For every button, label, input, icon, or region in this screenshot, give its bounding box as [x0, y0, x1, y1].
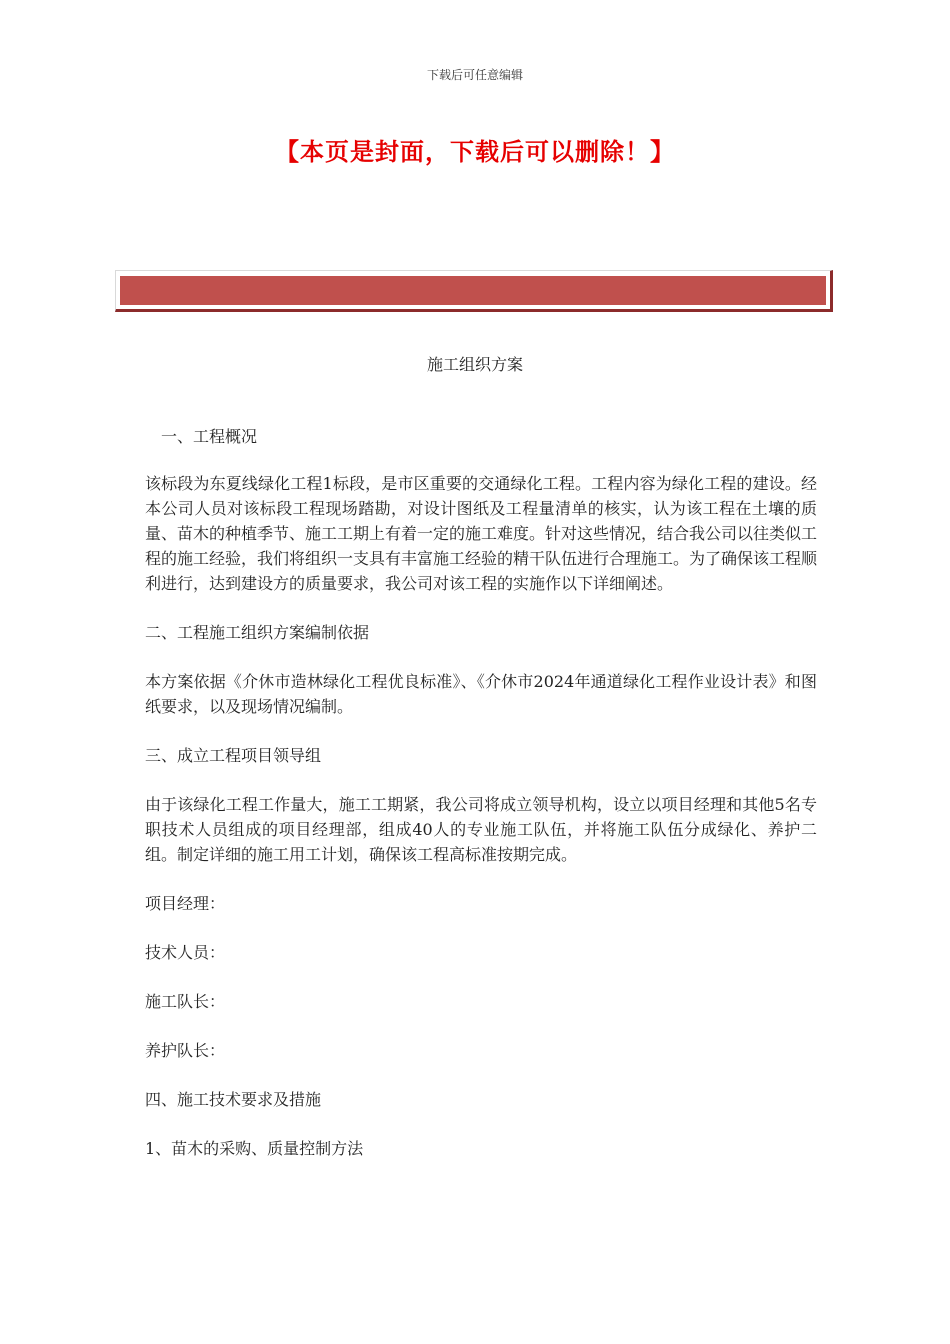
cover-notice: 【本页是封面，下载后可以删除！】 — [275, 137, 675, 166]
section-body-3: 由于该绿化工程工作量大，施工工期紧，我公司将成立领导机构，设立以项目经理和其他5名专职技术人员组成的项目经理部，组成40人的专业施工队伍，并将施工队伍分成绿化、养护二组。制定详细的施工用工计划，确保该工程高标准按期完成。 — [145, 795, 817, 864]
document-title: 施工组织方案 — [426, 355, 523, 374]
section-heading-3: 三、成立工程项目领导组 — [145, 746, 322, 765]
document-body — [145, 424, 817, 1185]
banner-fill — [120, 276, 826, 305]
subsection-heading-4-1: 1、苗木的采购、质量控制方法 — [145, 1139, 364, 1158]
section-heading-1: 一、工程概况 — [161, 427, 258, 446]
role-technical-staff: 技术人员： — [145, 943, 226, 962]
section-heading-4: 四、施工技术要求及措施 — [145, 1090, 322, 1109]
role-project-manager: 项目经理： — [145, 894, 226, 913]
section-heading-2: 二、工程施工组织方案编制依据 — [145, 623, 370, 642]
decorative-banner — [115, 270, 833, 312]
role-construction-captain: 施工队长： — [145, 992, 226, 1011]
header-note: 下载后可任意编辑 — [426, 68, 523, 82]
role-maintenance-captain: 养护队长： — [145, 1041, 226, 1060]
section-body-2: 本方案依据《介休市造林绿化工程优良标准》、《介休市2024年通道绿化工程作业设计表》和图纸要求，以及现场情况编制。 — [145, 672, 817, 716]
section-body-1: 该标段为东夏线绿化工程1标段，是市区重要的交通绿化工程。工程内容为绿化工程的建设。经本公司人员对该标段工程现场踏勘，对设计图纸及工程量清单的核实，认为该工程在土壤的质量、苗木的种植季节、施工工期上有着一定的施工难度。针对这些情况，结合我公司以往类似工程的施工经验，我们将组织一支具有丰富施工经验的精干队伍进行合理施工。为了确保该工程顺利进行，达到建设方的质量要求，我公司对该工程的实施作以下详细阐述。 — [145, 474, 818, 593]
